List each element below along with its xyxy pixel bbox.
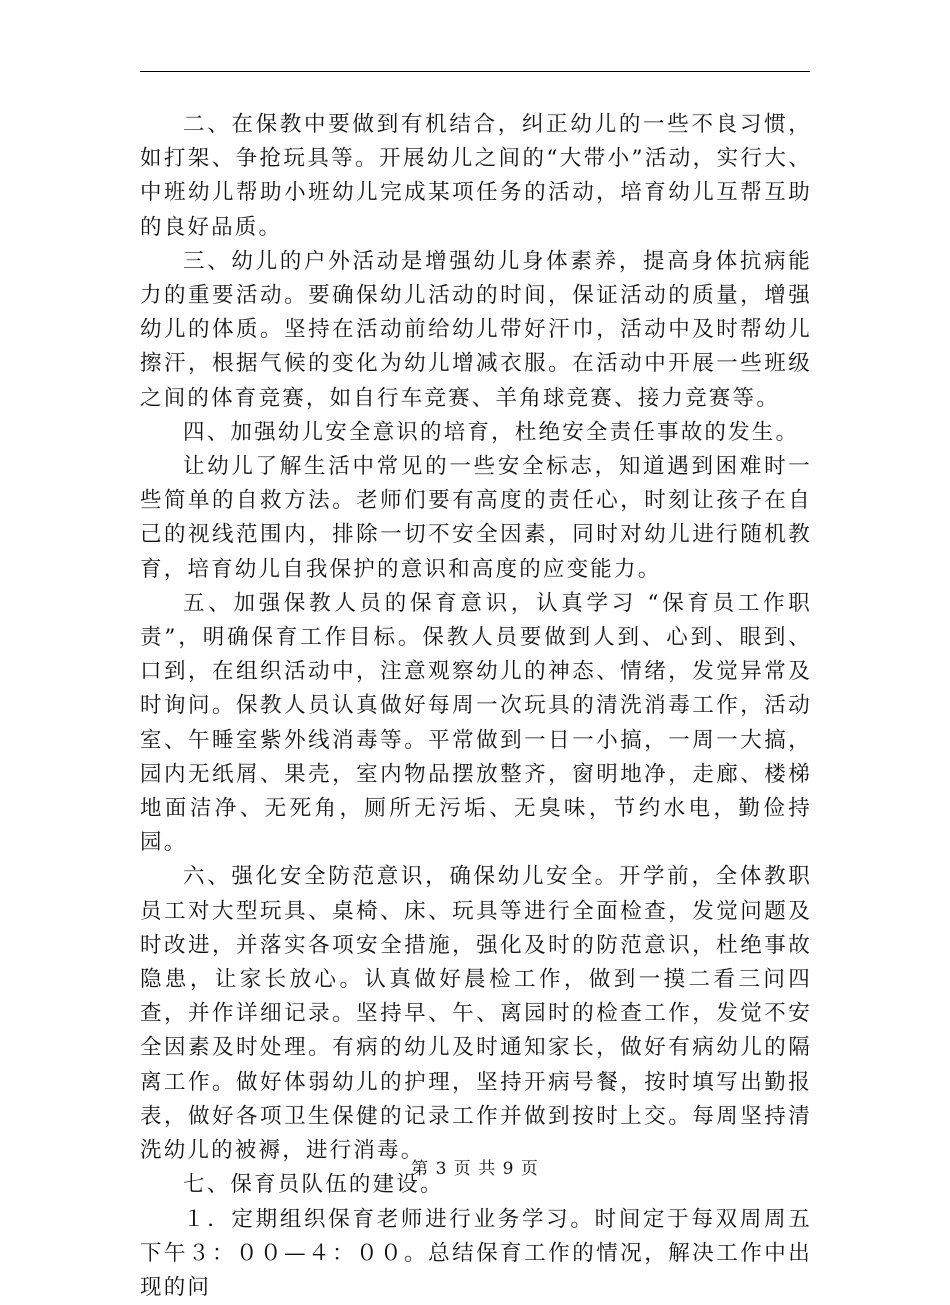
paragraph: 五、加强保教人员的保育意识，认真学习 “保育员工作职责”，明确保育工作目标。保教人员要做到人到、心到、眼到、口到，在组织活动中，注意观察幼儿的神态、情绪，发觉异常及时询问。保教人员认真做好每周一次玩具的清洗消毒工作，活动室、午睡室紫外线消毒等。平常做到一日一小搞，一周一大搞，园内无纸屑、果壳，室内物品摆放整齐，窗明地净，走廊、楼梯地面洁净、无死角，厕所无污垢、无臭味，节约水电，勤俭持园。 <box>140 587 812 861</box>
paragraph: 七、保育员队伍的建设。 <box>140 1168 812 1202</box>
paragraph: 六、强化安全防范意识，确保幼儿安全。开学前，全体教职员工对大型玩具、桌椅、床、玩具等进行全面检查，发觉问题及时改进，并落实各项安全措施，强化及时的防范意识，杜绝事故隐患，让家长放心。认真做好晨检工作，做到一摸二看三问四查，并作详细记录。坚持早、午、离园时的检查工作，发觉不安全因素及时处理。有病的幼儿及时通知家长，做好有病幼儿的隔离工作。做好体弱幼儿的护理，坚持开病号餐，按时填写出勤报表，做好各项卫生保健的记录工作并做到按时上交。每周坚持清洗幼儿的被褥，进行消毒。 <box>140 860 812 1168</box>
document-body <box>140 108 812 1305</box>
paragraph: 四、加强幼儿安全意识的培育，杜绝安全责任事故的发生。 <box>140 416 812 450</box>
header-rule <box>140 71 810 72</box>
paragraph: 三、幼儿的户外活动是增强幼儿身体素养，提高身体抗病能力的重要活动。要确保幼儿活动的时间，保证活动的质量，增强幼儿的体质。坚持在活动前给幼儿带好汗巾，活动中及时帮幼儿擦汗，根据气候的变化为幼儿增减衣服。在活动中开展一些班级之间的体育竞赛，如自行车竞赛、羊角球竞赛、接力竞赛等。 <box>140 245 812 416</box>
paragraph: 二、在保教中要做到有机结合，纠正幼儿的一些不良习惯，如打架、争抢玩具等。开展幼儿之间的“大带小”活动，实行大、中班幼儿帮助小班幼儿完成某项任务的活动，培育幼儿互帮互助的良好品质。 <box>140 108 812 245</box>
paragraph: 让幼儿了解生活中常见的一些安全标志，知道遇到困难时一些简单的自救方法。老师们要有高度的责任心，时刻让孩子在自己的视线范围内，排除一切不安全因素，同时对幼儿进行随机教育，培育幼儿自我保护的意识和高度的应变能力。 <box>140 450 812 587</box>
paragraph: １．定期组织保育老师进行业务学习。时间定于每双周周五下午３：００—４：００。总结保育工作的情况，解决工作中出现的问 <box>140 1203 812 1305</box>
page-number: 第 3 页 共 9 页 <box>0 1154 950 1179</box>
